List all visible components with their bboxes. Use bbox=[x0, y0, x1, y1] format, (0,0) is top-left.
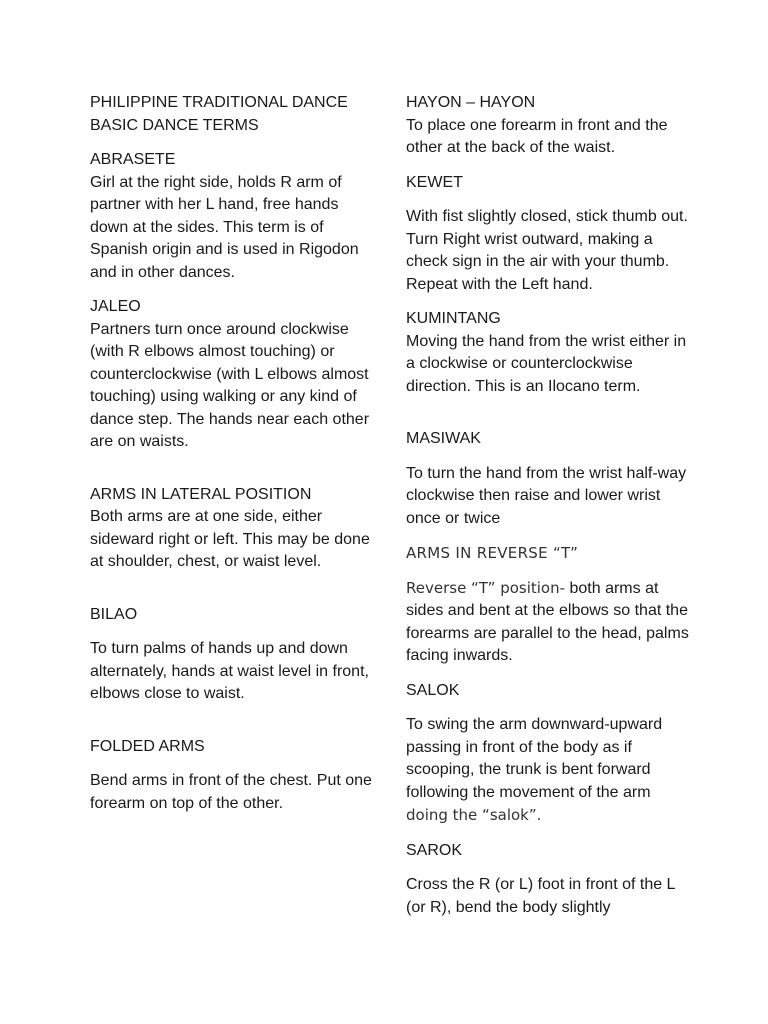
definition-salok-main: To swing the arm downward-upward passing in front of the body as if scooping, the trunk is bent forward following the movement of the arm bbox=[406, 716, 663, 801]
term-salok: SALOK bbox=[406, 681, 460, 699]
term-bilao: BILAO bbox=[90, 605, 138, 623]
right-column bbox=[406, 92, 696, 919]
term-hayon: HAYON – HAYON bbox=[406, 94, 536, 111]
document-title-line-1: PHILIPPINE TRADITIONAL DANCE bbox=[90, 94, 348, 111]
term-arms-reverse-t: ARMS IN REVERSE “T” bbox=[406, 544, 579, 562]
definition-sarok: Cross the R (or L) foot in front of the L (or R), bend the body slightly bbox=[406, 876, 675, 916]
definition-folded-arms: Bend arms in front of the chest. Put one forearm on top of the other. bbox=[90, 772, 372, 812]
definition-arms-reverse-t bbox=[406, 577, 696, 668]
term-kewet: KEWET bbox=[406, 173, 463, 191]
term-masiwak: MASIWAK bbox=[406, 430, 481, 447]
definition-jaleo: Partners turn once around clockwise (with R elbows almost touching) or counterclockwise (with L elbows almost touching) using walking or any kind of dance step. The hands near each other are on waists. bbox=[90, 320, 370, 450]
term-abrasete: ABRASETE bbox=[90, 151, 176, 168]
definition-arms-lateral: Both arms are at one side, either sideward right or left. This may be done at shoulder, chest, or waist level. bbox=[90, 508, 370, 570]
definition-arms-reverse-t-lead: Reverse “T” position- bbox=[406, 578, 566, 597]
definition-abrasete: Girl at the right side, holds R arm of partner with her L hand, free hands down at the sides. This term is of Spanish origin and is used in Rigodon and in other dances. bbox=[90, 173, 359, 281]
term-folded-arms: FOLDED ARMS bbox=[90, 737, 205, 755]
term-jaleo: JALEO bbox=[90, 298, 141, 315]
term-arms-lateral: ARMS IN LATERAL POSITION bbox=[90, 485, 312, 503]
definition-kumintang: Moving the hand from the wrist either in a clockwise or counterclockwise direction. This is an Ilocano term. bbox=[406, 332, 687, 395]
definition-salok bbox=[406, 714, 696, 828]
left-column bbox=[90, 92, 375, 815]
definition-arms-reverse-t-rest: both arms at sides and bent at the elbows so that the forearms are parallel to the head, palms facing inwards. bbox=[406, 579, 689, 664]
definition-bilao: To turn palms of hands up and down alternately, hands at waist level in front, elbows close to waist. bbox=[90, 640, 369, 702]
document-title-line-2: BASIC DANCE TERMS bbox=[90, 116, 259, 134]
definition-hayon: To place one forearm in front and the other at the back of the waist. bbox=[406, 116, 668, 156]
term-sarok: SAROK bbox=[406, 841, 463, 859]
definition-masiwak: To turn the hand from the wrist half-way clockwise then raise and lower wrist once or twice bbox=[406, 464, 687, 527]
term-kumintang: KUMINTANG bbox=[406, 310, 501, 327]
definition-kewet: With fist slightly closed, stick thumb out. Turn Right wrist outward, making a check sign in the air with your thumb. Repeat with the Left hand. bbox=[406, 208, 688, 293]
definition-salok-tail: doing the “salok”. bbox=[406, 806, 542, 824]
